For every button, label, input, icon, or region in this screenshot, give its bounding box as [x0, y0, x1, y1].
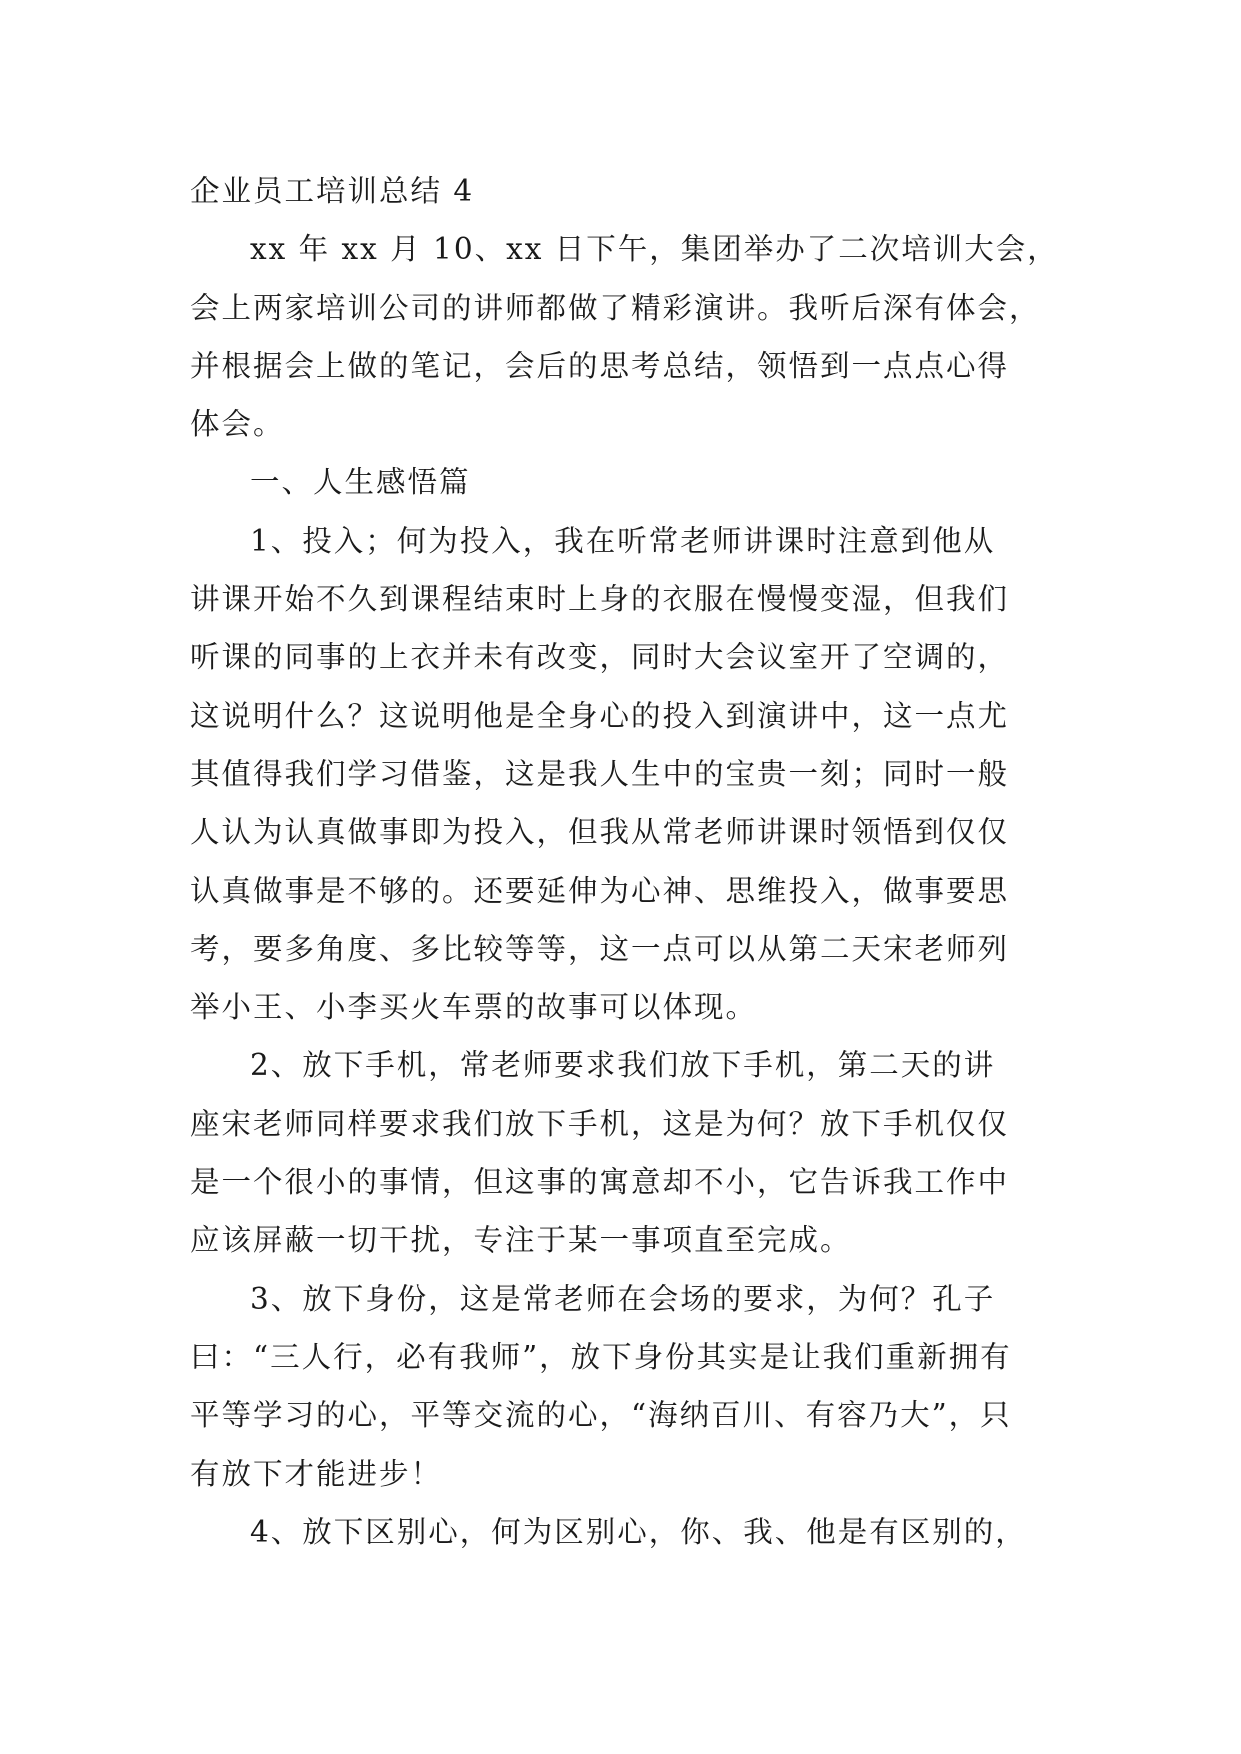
text-line: 一、人生感悟篇	[250, 465, 471, 500]
text-line: 听课的同事的上衣并未有改变，同时大会议室开了空调的，	[190, 640, 1010, 675]
text-line: 这说明什么？这说明他是全身心的投入到演讲中，这一点尤	[190, 698, 1010, 733]
text-line: 应该屏蔽一切干扰，专注于某一事项直至完成。	[190, 1223, 852, 1258]
text-line: 人认为认真做事即为投入，但我从常老师讲课时领悟到仅仅	[190, 815, 1010, 850]
document-body	[190, 162, 1090, 1561]
text-line: 3、放下身份，这是常老师在会场的要求，为何？孔子	[250, 1281, 996, 1316]
document-title: 企业员工培训总结 4	[190, 174, 475, 208]
text-line: 2、放下手机，常老师要求我们放下手机，第二天的讲	[250, 1048, 996, 1083]
text-line: 并根据会上做的笔记，会后的思考总结，领悟到一点点心得	[190, 348, 1010, 383]
text-line: 是一个很小的事情，但这事的寓意却不小，它告诉我工作中	[190, 1165, 1010, 1200]
text-line: 有放下才能进步！	[190, 1456, 443, 1491]
text-line: 举小王、小李买火车票的故事可以体现。	[190, 990, 758, 1025]
text-line: 体会。	[190, 407, 285, 442]
text-line: 曰：“三人行，必有我师”，放下身份其实是让我们重新拥有	[190, 1339, 1012, 1374]
text-line: 会上两家培训公司的讲师都做了精彩演讲。我听后深有体会，	[190, 290, 1041, 325]
text-line: 认真做事是不够的。还要延伸为心神、思维投入，做事要思	[190, 873, 1010, 908]
text-line: 考，要多角度、多比较等等，这一点可以从第二天宋老师列	[190, 931, 1010, 966]
text-line: 其值得我们学习借鉴，这是我人生中的宝贵一刻；同时一般	[190, 756, 1010, 791]
text-line: 4、放下区别心，何为区别心，你、我、他是有区别的，	[250, 1514, 1027, 1549]
text-line: 座宋老师同样要求我们放下手机，这是为何？放下手机仅仅	[190, 1106, 1010, 1141]
text-line: 1、投入；何为投入，我在听常老师讲课时注意到他从	[250, 523, 996, 558]
text-line: xx 年 xx 月 10、xx 日下午，集团举办了二次培训大会，	[250, 232, 1059, 267]
text-line: 平等学习的心，平等交流的心，“海纳百川、有容乃大”，只	[190, 1398, 1012, 1433]
text-line: 讲课开始不久到课程结束时上身的衣服在慢慢变湿，但我们	[190, 582, 1010, 617]
